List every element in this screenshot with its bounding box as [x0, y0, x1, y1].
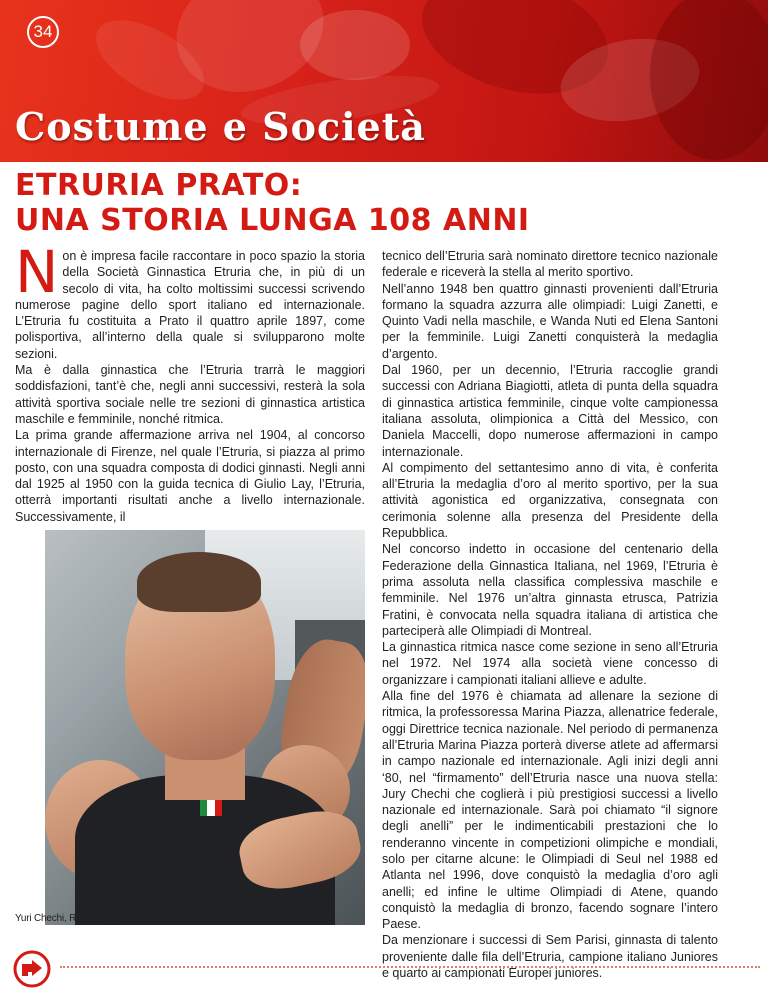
paragraph: tecnico dell’Etruria sarà nominato direttore tecnico nazionale federale e riceverà la stella al merito sportivo. [382, 249, 718, 280]
paragraph: Nell’anno 1948 ben quattro ginnasti provenienti dall’Etruria formano la squadra azzurra alle olimpiadi: Luigi Zanetti, e Quinto Vadi nella maschile, e Wanda Nuti ed Elena Santoni per la femminile. Luigi Zanetti conquisterà la medaglia d’argento. [382, 281, 718, 361]
italian-flag-patch [200, 800, 222, 816]
header-banner [0, 0, 768, 162]
article-headline [15, 168, 530, 238]
footer-dotted-rule [60, 966, 760, 968]
paragraph: Dal 1960, per un decennio, l’Etruria raccoglie grandi successi con Adriana Biagiotti, atleta di punta della squadra di ginnastica artistica femminile, cinque volte campionessa italiana assoluta, olimpionica a Città del Messico, con Daniela Maccelli, dopo numerose affermazioni in campo internazionale. [382, 363, 718, 459]
magazine-logo-icon [12, 950, 52, 988]
paragraph: Al compimento del settantesimo anno di vita, è conferita all’Etruria la medaglia d’oro al merito sportivo, per la sua attività agonistica ed organizzativa, consegnata con cerimonia solenne alla presenza del Presidente della Repubblica. [382, 460, 718, 541]
paragraph: La prima grande affermazione arriva nel 1904, al concorso internazionale di Firenze, nel quale l’Etruria, si piazza al primo posto, con una squadra composta di dodici ginnasti. Negli anni dal 1925 al 1950 con la guida tecnica di Giulio Lay, l’Etruria, otterrà importanti risultati anche a livello internazionale. Successivamente, il [15, 428, 365, 524]
headline-line-1: ETRURIA PRATO: [15, 168, 303, 203]
paragraph: Ma è dalla ginnastica che l’Etruria trarrà le maggiori soddisfazioni, tant’è che, negli anni successivi, resterà la sola attività sportiva sociale nelle tre sezioni di ginnastica artistica maschile e femminile, nonché ritmica. [15, 363, 365, 426]
flag-red-stripe [215, 800, 222, 816]
drop-cap: N [15, 238, 59, 306]
photo-hair [137, 552, 261, 612]
section-title: Costume e Società [15, 104, 426, 149]
paragraph: Alla fine del 1976 è chiamata ad allenare la sezione di ritmica, la professoressa Marina Piazza, allenatrice federale, oggi Direttrice tecnica nazionale. Nel periodo di permanenza all’Etruria Marina Piazza porterà diverse atlete ad affermarsi in campo nazionale ed internazionale. Agli inizi degli anni ‘80, nel “firmamento” dell’Etruria nasce una nuova stella: Jury Chechi che coglierà i più prestigiosi successi a livello nazionale ed internazionale. Sarà poi chiamato “il signore degli anelli” per le indimenticabili prestazioni che lo renderanno vincente in competizioni olimpiche e mondiali, solo per citarne alcune: le Olimpiadi di Seul nel 1988 ed Atlanta nel 1996, dove conquistò la medaglia d’oro agli anelli; ed infine le ultime Olimpiadi di Atene, quando conquistò la medaglia di bronzo, facendo sognare l’intero Paese. [382, 689, 718, 932]
paragraph: Da menzionare i successi di Sem Parisi, ginnasta di talento proveniente dalle fila dell’Etruria, campione italiano Juniores e quarto ai campionati Europei juniores. [382, 933, 718, 981]
athlete-photo [45, 530, 365, 925]
flag-white-stripe [207, 800, 214, 816]
paragraph [15, 238, 365, 362]
article-column-left [15, 238, 365, 525]
photo-caption: Yuri Chechi, Rimini 2004 [15, 913, 120, 924]
flag-green-stripe [200, 800, 207, 816]
paragraph-text: on è impresa facile raccontare in poco spazio la storia della Società Ginnastica Etruria che, in più di un secolo di vita, ha colto moltissimi successi scrivendo numerose pagine dello sport italiano ed internazionale. L’Etruria fu costituita a Prato il quattro aprile 1897, come polisportiva, all’interno della quale si svilupparono molte sezioni. [15, 249, 365, 361]
banner-athlete-shape [300, 10, 410, 80]
page-number: 34 [27, 16, 59, 48]
paragraph: Nel concorso indetto in occasione del centenario della Federazione della Ginnastica Italiana, nel 1969, l’Etruria è prima assoluta nella classifica complessiva maschile e femminile. Nel 1976 un’altra ginnasta etrusca, Patrizia Fratini, è convocata nella squadra italiana di artistica che parteciperà alle Olimpiadi di Montreal. [382, 542, 718, 638]
headline-line-2: UNA STORIA LUNGA 108 ANNI [15, 203, 530, 238]
banner-athlete-shape [650, 0, 768, 160]
article-column-right [382, 248, 718, 981]
paragraph: La ginnastica ritmica nasce come sezione in seno all’Etruria nel 1972. Nel 1974 alla società viene concesso di organizzare i campionati italiani allieve e adulte. [382, 640, 718, 687]
